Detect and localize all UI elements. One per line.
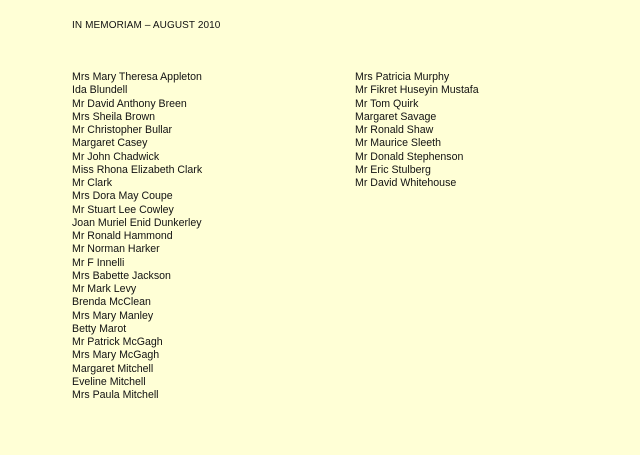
name-entry: Mrs Babette Jackson [72,269,171,282]
name-list-right [355,71,479,190]
name-entry: Miss Rhona Elizabeth Clark [72,163,203,176]
name-entry: Mrs Mary McGagh [72,349,160,362]
name-entry: Mrs Mary Theresa Appleton [72,71,202,83]
name-entry: Mr Christopher Bullar [72,124,173,136]
name-entry: Eveline Mitchell [72,375,146,388]
name-entry: Betty Marot [72,322,127,335]
name-entry: Margaret Savage [355,110,437,123]
name-entry: Mr Donald Stephenson [355,150,464,163]
name-entry: Mr F Innelli [72,256,125,269]
name-entry: Mrs Mary Manley [72,309,154,322]
name-entry: Mr Mark Levy [72,283,137,295]
page-title: IN MEMORIAM – AUGUST 2010 [72,20,221,31]
name-entry: Mr Stuart Lee Cowley [72,203,174,216]
name-entry: Mr Ronald Hammond [72,230,173,242]
name-entry: Mr Norman Harker [72,243,160,256]
name-entry: Mrs Paula Mitchell [72,389,159,401]
name-entry: Mrs Sheila Brown [72,110,156,123]
name-entry: Mrs Dora May Coupe [72,190,173,203]
name-entry: Joan Muriel Enid Dunkerley [72,216,202,229]
name-entry: Mr David Whitehouse [355,177,457,189]
name-entry: Brenda McClean [72,296,151,309]
name-entry: Margaret Casey [72,137,148,150]
name-entry: Mr Tom Quirk [355,97,419,110]
name-entry: Mr Eric Stulberg [355,163,431,176]
name-entry: Mr Maurice Sleeth [355,137,441,150]
name-entry: Mr Ronald Shaw [355,124,434,136]
name-entry: Mr John Chadwick [72,150,160,163]
name-entry: Mr David Anthony Breen [72,97,187,110]
name-entry: Mr Patrick McGagh [72,336,163,348]
name-entry: Mr Clark [72,177,113,189]
name-list-left [72,71,202,402]
name-entry: Mrs Patricia Murphy [355,71,450,83]
name-entry: Mr Fikret Huseyin Mustafa [355,84,479,97]
name-entry: Ida Blundell [72,84,128,97]
name-entry: Margaret Mitchell [72,362,154,375]
